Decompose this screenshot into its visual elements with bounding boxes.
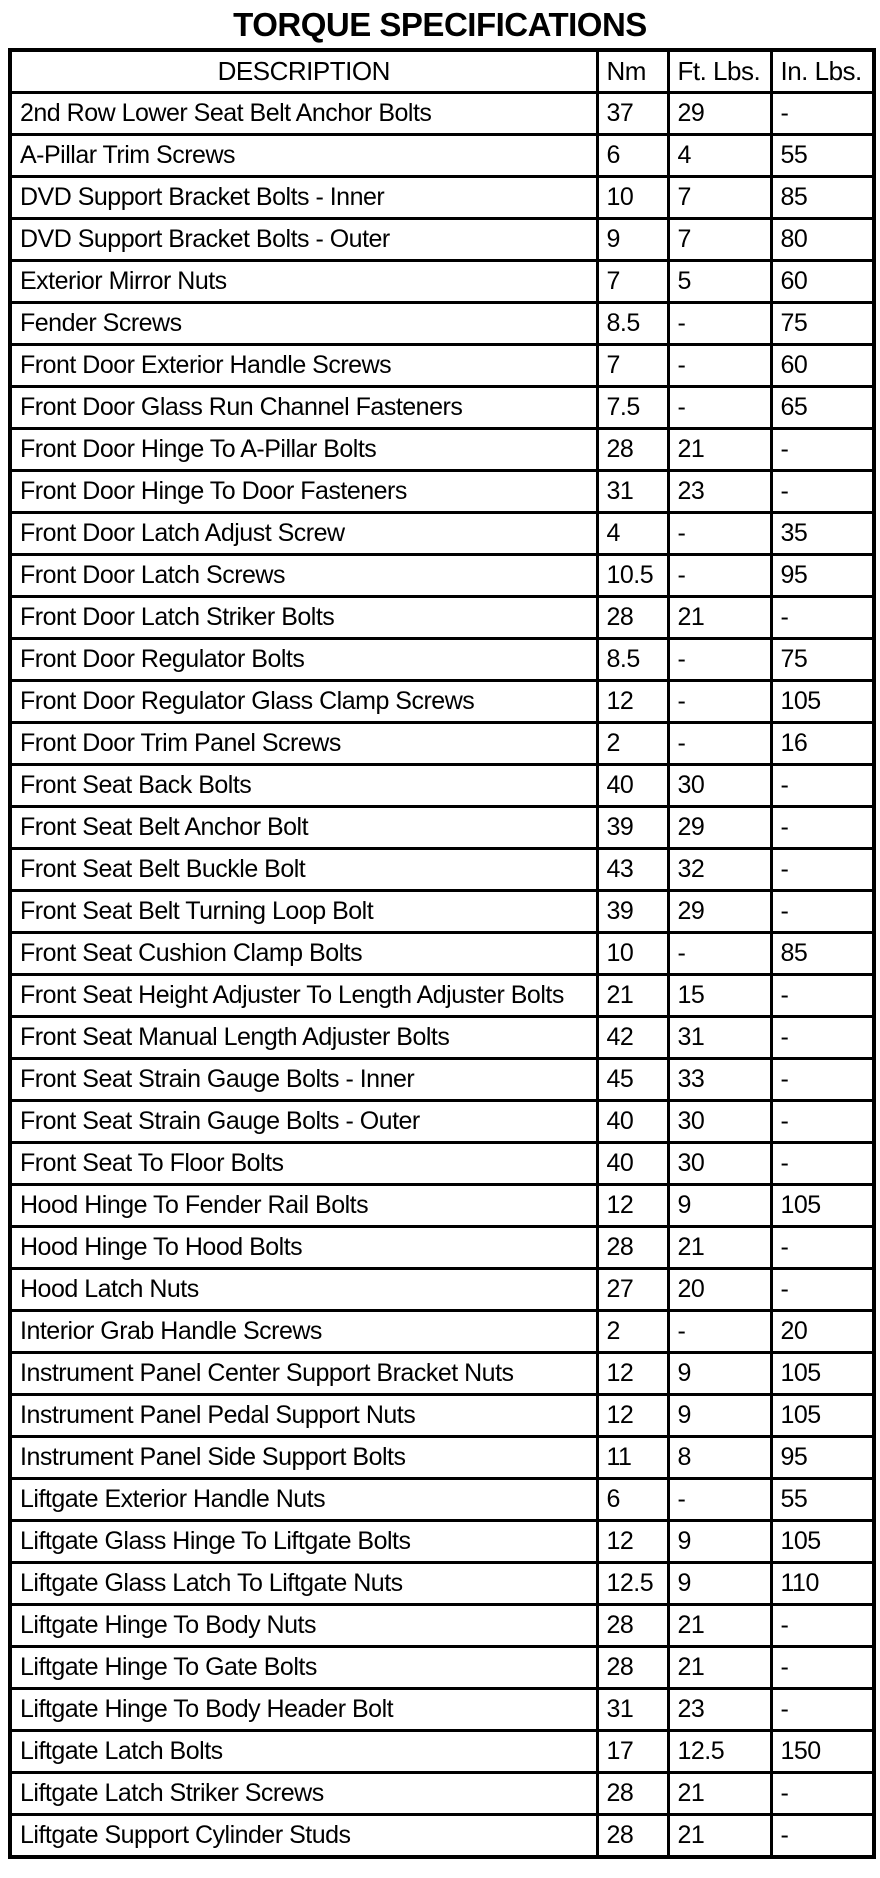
description-cell: Front Door Latch Adjust Screw [10,513,597,555]
ft-lbs-cell: 12.5 [668,1731,771,1773]
in-lbs-cell: - [771,1815,874,1858]
in-lbs-cell: - [771,1143,874,1185]
in-lbs-cell: - [771,975,874,1017]
nm-cell: 10 [597,177,668,219]
description-cell: Liftgate Glass Hinge To Liftgate Bolts [10,1521,597,1563]
table-row [10,177,874,219]
nm-cell: 28 [597,1227,668,1269]
nm-cell: 27 [597,1269,668,1311]
description-cell: Instrument Panel Pedal Support Nuts [10,1395,597,1437]
description-cell: Front Seat Belt Anchor Bolt [10,807,597,849]
nm-cell: 12 [597,1521,668,1563]
in-lbs-cell: - [771,765,874,807]
table-row [10,513,874,555]
ft-lbs-cell: - [668,345,771,387]
description-cell: Liftgate Hinge To Body Nuts [10,1605,597,1647]
table-row [10,303,874,345]
description-cell: Front Door Hinge To Door Fasteners [10,471,597,513]
ft-lbs-cell: 29 [668,891,771,933]
table-row [10,975,874,1017]
table-row [10,1101,874,1143]
table-row [10,135,874,177]
ft-lbs-cell: 21 [668,597,771,639]
in-lbs-cell: 35 [771,513,874,555]
ft-lbs-cell: 9 [668,1563,771,1605]
nm-cell: 6 [597,135,668,177]
table-row [10,1353,874,1395]
nm-cell: 42 [597,1017,668,1059]
ft-lbs-cell: - [668,681,771,723]
description-cell: Front Seat Manual Length Adjuster Bolts [10,1017,597,1059]
in-lbs-cell: - [771,93,874,135]
description-cell: Front Door Latch Screws [10,555,597,597]
ft-lbs-cell: 23 [668,1689,771,1731]
nm-cell: 28 [597,1815,668,1858]
description-cell: Front Door Trim Panel Screws [10,723,597,765]
table-row [10,93,874,135]
in-lbs-cell: - [771,1689,874,1731]
ft-lbs-cell: 21 [668,1227,771,1269]
ft-lbs-cell: 9 [668,1185,771,1227]
in-lbs-cell: - [771,1773,874,1815]
table-row [10,471,874,513]
table-row [10,1479,874,1521]
nm-cell: 12 [597,1353,668,1395]
description-cell: Fender Screws [10,303,597,345]
description-cell: Front Seat Back Bolts [10,765,597,807]
nm-cell: 12.5 [597,1563,668,1605]
nm-cell: 40 [597,1101,668,1143]
ft-lbs-cell: 7 [668,177,771,219]
description-cell: Hood Hinge To Fender Rail Bolts [10,1185,597,1227]
ft-lbs-cell: - [668,513,771,555]
in-lbs-cell: 80 [771,219,874,261]
nm-cell: 2 [597,1311,668,1353]
table-row [10,1017,874,1059]
nm-cell: 28 [597,597,668,639]
description-cell: Liftgate Hinge To Body Header Bolt [10,1689,597,1731]
table-row [10,1185,874,1227]
table-row [10,387,874,429]
in-lbs-cell: 20 [771,1311,874,1353]
in-lbs-cell: - [771,471,874,513]
in-lbs-cell: 85 [771,177,874,219]
in-lbs-cell: 75 [771,639,874,681]
in-lbs-cell: 95 [771,555,874,597]
description-cell: Front Door Latch Striker Bolts [10,597,597,639]
in-lbs-cell: - [771,1059,874,1101]
ft-lbs-cell: 9 [668,1395,771,1437]
description-cell: Front Seat Height Adjuster To Length Adjuster Bolts [10,975,597,1017]
description-cell: Instrument Panel Side Support Bolts [10,1437,597,1479]
description-cell: Interior Grab Handle Screws [10,1311,597,1353]
ft-lbs-cell: 31 [668,1017,771,1059]
description-cell: Front Seat Cushion Clamp Bolts [10,933,597,975]
description-cell: Front Seat Strain Gauge Bolts - Outer [10,1101,597,1143]
description-cell: DVD Support Bracket Bolts - Inner [10,177,597,219]
nm-cell: 10 [597,933,668,975]
in-lbs-cell: 85 [771,933,874,975]
nm-cell: 43 [597,849,668,891]
ft-lbs-cell: - [668,1311,771,1353]
description-cell: DVD Support Bracket Bolts - Outer [10,219,597,261]
ft-lbs-cell: 9 [668,1353,771,1395]
description-cell: Front Seat To Floor Bolts [10,1143,597,1185]
in-lbs-cell: 95 [771,1437,874,1479]
ft-lbs-cell: 21 [668,1773,771,1815]
table-row [10,1521,874,1563]
table-row [10,681,874,723]
ft-lbs-cell: 23 [668,471,771,513]
table-row [10,1605,874,1647]
in-lbs-cell: 105 [771,1185,874,1227]
in-lbs-cell: 150 [771,1731,874,1773]
description-cell: Instrument Panel Center Support Bracket Nuts [10,1353,597,1395]
description-cell: Front Seat Belt Buckle Bolt [10,849,597,891]
nm-cell: 28 [597,1773,668,1815]
table-row [10,1143,874,1185]
table-row [10,807,874,849]
table-row [10,1227,874,1269]
table-row [10,1269,874,1311]
ft-lbs-cell: 32 [668,849,771,891]
ft-lbs-cell: - [668,933,771,975]
table-row [10,1059,874,1101]
nm-cell: 8.5 [597,303,668,345]
nm-cell: 7 [597,345,668,387]
nm-cell: 2 [597,723,668,765]
table-row [10,1395,874,1437]
nm-cell: 6 [597,1479,668,1521]
nm-cell: 11 [597,1437,668,1479]
in-lbs-cell: - [771,891,874,933]
description-cell: Liftgate Glass Latch To Liftgate Nuts [10,1563,597,1605]
ft-lbs-cell: 5 [668,261,771,303]
in-lbs-cell: - [771,1101,874,1143]
in-lbs-cell: 75 [771,303,874,345]
table-row [10,765,874,807]
in-lbs-cell: - [771,597,874,639]
table-row [10,345,874,387]
col-header-ft-lbs: Ft. Lbs. [668,50,771,93]
nm-cell: 40 [597,1143,668,1185]
description-cell: Liftgate Exterior Handle Nuts [10,1479,597,1521]
nm-cell: 12 [597,1185,668,1227]
in-lbs-cell: 60 [771,261,874,303]
description-cell: Front Door Exterior Handle Screws [10,345,597,387]
description-cell: Liftgate Latch Striker Screws [10,1773,597,1815]
in-lbs-cell: 105 [771,681,874,723]
ft-lbs-cell: 33 [668,1059,771,1101]
nm-cell: 45 [597,1059,668,1101]
ft-lbs-cell: 15 [668,975,771,1017]
ft-lbs-cell: 8 [668,1437,771,1479]
nm-cell: 7.5 [597,387,668,429]
table-row [10,1311,874,1353]
ft-lbs-cell: 29 [668,93,771,135]
ft-lbs-cell: 21 [668,1605,771,1647]
description-cell: Front Door Regulator Glass Clamp Screws [10,681,597,723]
nm-cell: 4 [597,513,668,555]
table-row [10,639,874,681]
in-lbs-cell: - [771,1605,874,1647]
ft-lbs-cell: - [668,555,771,597]
nm-cell: 10.5 [597,555,668,597]
nm-cell: 21 [597,975,668,1017]
ft-lbs-cell: 21 [668,1815,771,1858]
ft-lbs-cell: - [668,639,771,681]
table-row [10,891,874,933]
nm-cell: 17 [597,1731,668,1773]
nm-cell: 28 [597,1647,668,1689]
table-row [10,219,874,261]
description-cell: A-Pillar Trim Screws [10,135,597,177]
ft-lbs-cell: - [668,723,771,765]
description-cell: Hood Latch Nuts [10,1269,597,1311]
table-row [10,1437,874,1479]
table-header-row [10,50,874,93]
ft-lbs-cell: 30 [668,1101,771,1143]
description-cell: Hood Hinge To Hood Bolts [10,1227,597,1269]
in-lbs-cell: - [771,1227,874,1269]
description-cell: Front Door Regulator Bolts [10,639,597,681]
ft-lbs-cell: 29 [668,807,771,849]
description-cell: Exterior Mirror Nuts [10,261,597,303]
in-lbs-cell: 55 [771,1479,874,1521]
ft-lbs-cell: - [668,1479,771,1521]
in-lbs-cell: - [771,1269,874,1311]
col-header-description: DESCRIPTION [10,50,597,93]
description-cell: Liftgate Support Cylinder Studs [10,1815,597,1858]
description-cell: Front Seat Belt Turning Loop Bolt [10,891,597,933]
description-cell: Liftgate Hinge To Gate Bolts [10,1647,597,1689]
table-row [10,555,874,597]
nm-cell: 28 [597,1605,668,1647]
nm-cell: 31 [597,1689,668,1731]
table-row [10,723,874,765]
in-lbs-cell: 105 [771,1521,874,1563]
ft-lbs-cell: - [668,303,771,345]
nm-cell: 9 [597,219,668,261]
in-lbs-cell: 65 [771,387,874,429]
torque-spec-table [8,48,876,1859]
table-body [10,93,874,1858]
table-row [10,1647,874,1689]
ft-lbs-cell: 20 [668,1269,771,1311]
in-lbs-cell: - [771,807,874,849]
nm-cell: 28 [597,429,668,471]
col-header-nm: Nm [597,50,668,93]
table-row [10,597,874,639]
ft-lbs-cell: 21 [668,429,771,471]
table-row [10,1731,874,1773]
nm-cell: 12 [597,1395,668,1437]
ft-lbs-cell: 7 [668,219,771,261]
ft-lbs-cell: - [668,387,771,429]
description-cell: Front Door Glass Run Channel Fasteners [10,387,597,429]
description-cell: Front Door Hinge To A-Pillar Bolts [10,429,597,471]
description-cell: Liftgate Latch Bolts [10,1731,597,1773]
table-row [10,1815,874,1858]
table-row [10,429,874,471]
in-lbs-cell: 105 [771,1353,874,1395]
nm-cell: 39 [597,891,668,933]
in-lbs-cell: 110 [771,1563,874,1605]
in-lbs-cell: 105 [771,1395,874,1437]
nm-cell: 8.5 [597,639,668,681]
nm-cell: 39 [597,807,668,849]
nm-cell: 31 [597,471,668,513]
table-row [10,849,874,891]
ft-lbs-cell: 30 [668,765,771,807]
table-row [10,933,874,975]
ft-lbs-cell: 9 [668,1521,771,1563]
in-lbs-cell: - [771,1017,874,1059]
nm-cell: 7 [597,261,668,303]
in-lbs-cell: 55 [771,135,874,177]
ft-lbs-cell: 21 [668,1647,771,1689]
table-row [10,1773,874,1815]
ft-lbs-cell: 4 [668,135,771,177]
nm-cell: 40 [597,765,668,807]
nm-cell: 12 [597,681,668,723]
table-row [10,1563,874,1605]
in-lbs-cell: - [771,1647,874,1689]
table-row [10,261,874,303]
in-lbs-cell: 60 [771,345,874,387]
table-row [10,1689,874,1731]
col-header-in-lbs: In. Lbs. [771,50,874,93]
page-title: TORQUE SPECIFICATIONS [233,6,647,43]
in-lbs-cell: 16 [771,723,874,765]
in-lbs-cell: - [771,429,874,471]
nm-cell: 37 [597,93,668,135]
description-cell: 2nd Row Lower Seat Belt Anchor Bolts [10,93,597,135]
description-cell: Front Seat Strain Gauge Bolts - Inner [10,1059,597,1101]
ft-lbs-cell: 30 [668,1143,771,1185]
in-lbs-cell: - [771,849,874,891]
